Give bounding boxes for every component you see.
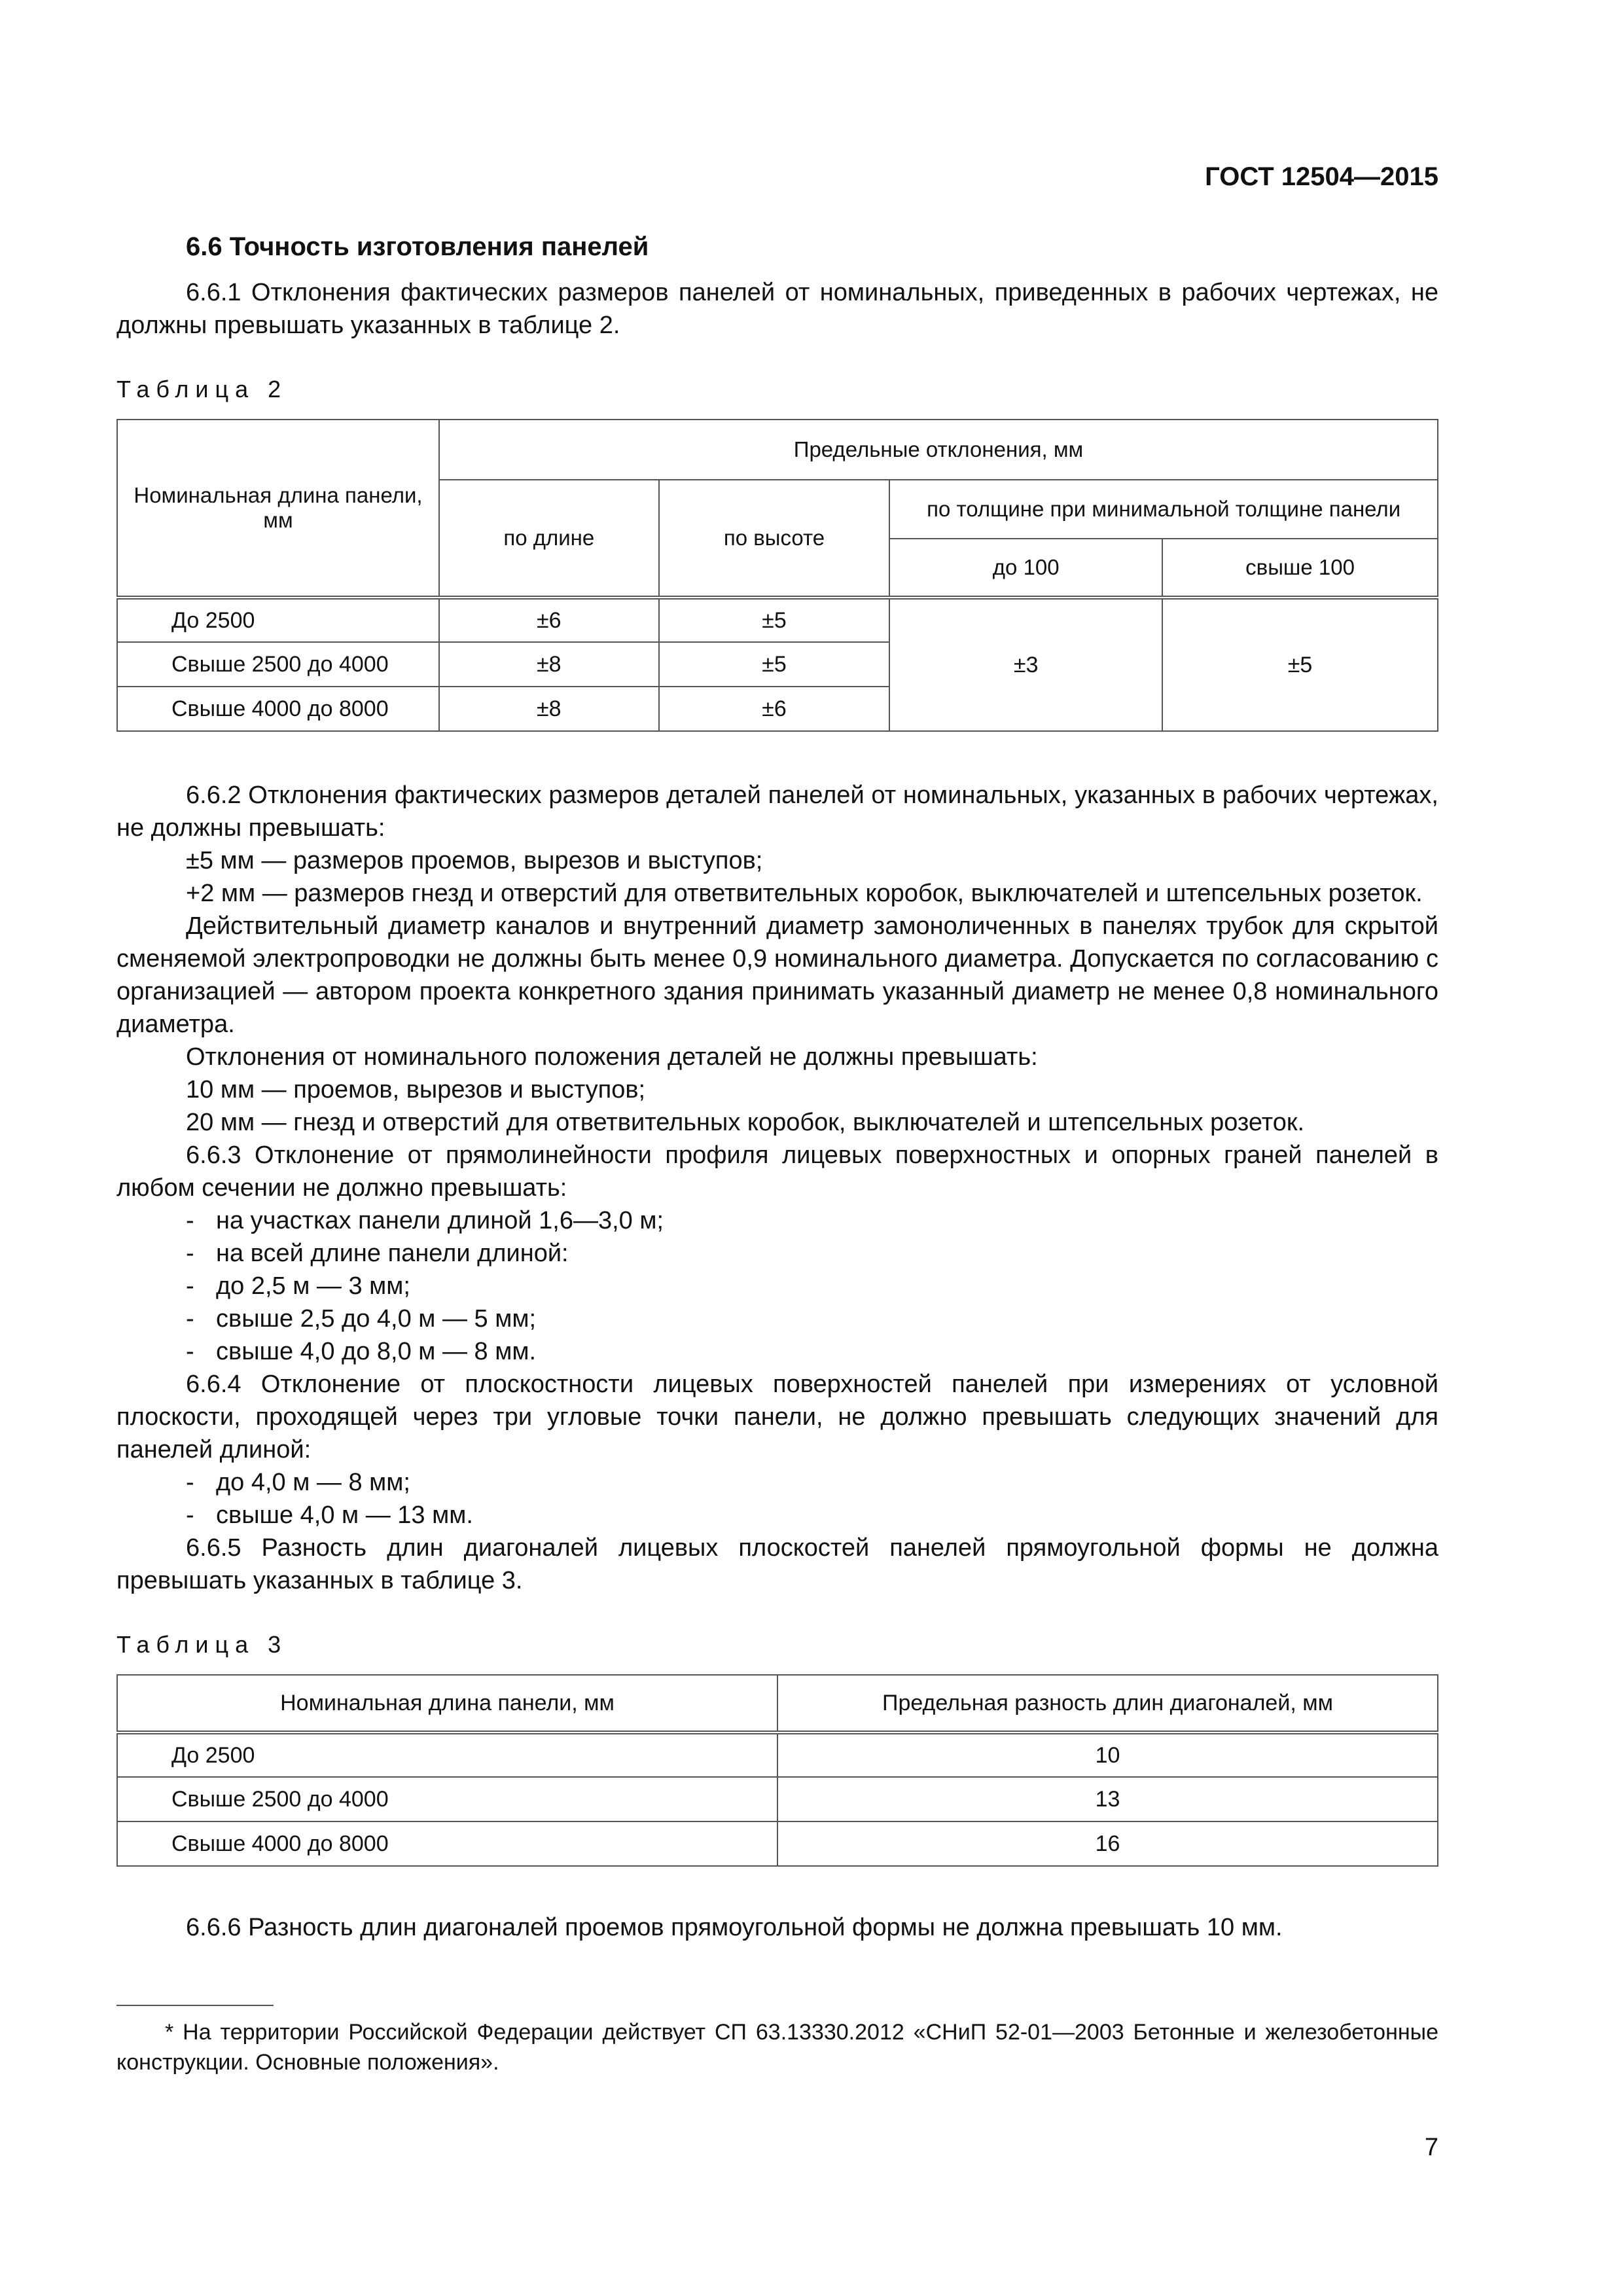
- list-item: - свыше 4,0 до 8,0 м — 8 мм.: [186, 1338, 537, 1365]
- paragraph-position-item: 20 мм — гнезд и отверстий для ответвительных коробок, выключателей и штепсельных розеток.: [186, 1109, 1305, 1136]
- table-2-header-limits: Предельные отклонения, мм: [439, 420, 1438, 480]
- list-item: - до 2,5 м — 3 мм;: [186, 1272, 410, 1300]
- table-2-cell-thickness-upto-100: ±3: [889, 598, 1162, 731]
- table-2-row-label: До 2500: [117, 598, 439, 642]
- table-2-header-by-height: по высоте: [659, 480, 890, 598]
- table-2-row-label: Свыше 4000 до 8000: [117, 687, 439, 731]
- paragraph-position-item: 10 мм — проемов, вырезов и выступов;: [186, 1076, 646, 1103]
- table-3-caption: Таблица 3: [116, 1631, 288, 1658]
- table-3-cell-value: 10: [777, 1732, 1438, 1777]
- table-row: [117, 1821, 1438, 1866]
- table-3-cell-value: 13: [777, 1777, 1438, 1821]
- section-heading: 6.6 Точность изготовления панелей: [186, 232, 649, 261]
- table-2-cell-height: ±6: [659, 687, 890, 731]
- table-row: [117, 1732, 1438, 1777]
- table-2-cell-height: ±5: [659, 598, 890, 642]
- table-2-header-by-length: по длине: [439, 480, 659, 598]
- footnote: * На территории Российской Федерации действует СП 63.13330.2012 «СНиП 52-01—2003 Бетонные и железобетонные конструкции. Основные положения».: [116, 2020, 1438, 2075]
- table-3-row-label: Свыше 4000 до 8000: [117, 1821, 777, 1866]
- table-2-cell-length: ±8: [439, 642, 659, 687]
- paragraph-6-6-2-item: +2 мм — размеров гнезд и отверстий для ответвительных коробок, выключателей и штепсельных розеток.: [186, 880, 1423, 907]
- table-3-header-length: Номинальная длина панели, мм: [117, 1675, 777, 1732]
- table-2-header-upto-100: до 100: [889, 539, 1162, 598]
- table-2-row-label: Свыше 2500 до 4000: [117, 642, 439, 687]
- list-item: - свыше 4,0 м — 13 мм.: [186, 1501, 473, 1529]
- main-content: [116, 232, 1438, 1944]
- table-3-row-label: До 2500: [117, 1732, 777, 1777]
- table-row: [117, 598, 1438, 642]
- table-2-cell-length: ±6: [439, 598, 659, 642]
- footnote-divider: [116, 2005, 274, 2006]
- document-number: ГОСТ 12504—2015: [1205, 162, 1438, 191]
- paragraph-position: Отклонения от номинального положения деталей не должны превышать:: [186, 1043, 1038, 1071]
- paragraph-6-6-3: 6.6.3 Отклонение от прямолинейности профиля лицевых поверхностных и опорных граней панелей в любом сечении не должно превышать:: [116, 1141, 1438, 1202]
- table-2-header-by-thickness: по толщине при минимальной толщине панели: [889, 480, 1438, 539]
- table-2-header-length: Номинальная длина панели, мм: [117, 420, 439, 598]
- table-3-header-diff: Предельная разность длин диагоналей, мм: [777, 1675, 1438, 1732]
- table-2-cell-thickness-over-100: ±5: [1162, 598, 1438, 731]
- paragraph-diameter: Действительный диаметр каналов и внутренний диаметр замоноличенных в панелях трубок для скрытой сменяемой электропроводки не должны быть менее 0,9 номинального диаметра. Допускается по согласованию с организацией — автором проекта конкретного здания принимать указанный диаметр не менее 0,8 номинального диаметра.: [116, 912, 1438, 1038]
- table-3-cell-value: 16: [777, 1821, 1438, 1866]
- paragraph-6-6-6: 6.6.6 Разность длин диагоналей проемов прямоугольной формы не должна превышать 10 мм.: [186, 1914, 1283, 1941]
- paragraph-6-6-2: 6.6.2 Отклонения фактических размеров деталей панелей от номинальных, указанных в рабочих чертежах, не должны превышать:: [116, 781, 1438, 842]
- list-item: - свыше 2,5 до 4,0 м — 5 мм;: [186, 1305, 537, 1333]
- page-number: 7: [1424, 2134, 1438, 2161]
- table-2-cell-height: ±5: [659, 642, 890, 687]
- paragraph-6-6-5: 6.6.5 Разность длин диагоналей лицевых плоскостей панелей прямоугольной формы не должна превышать указанных в таблице 3.: [116, 1534, 1438, 1594]
- list-item: - на участках панели длиной 1,6—3,0 м;: [186, 1207, 664, 1234]
- table-2: [116, 419, 1438, 732]
- list-item: - на всей длине панели длиной:: [186, 1240, 569, 1267]
- paragraph-6-6-1: 6.6.1 Отклонения фактических размеров панелей от номинальных, приведенных в рабочих чертежах, не должны превышать указанных в таблице 2.: [116, 279, 1438, 339]
- table-2-caption: Таблица 2: [116, 376, 288, 403]
- table-3: [116, 1674, 1438, 1867]
- paragraph-6-6-2-item: ±5 мм — размеров проемов, вырезов и выступов;: [186, 847, 763, 874]
- table-2-cell-length: ±8: [439, 687, 659, 731]
- table-3-row-label: Свыше 2500 до 4000: [117, 1777, 777, 1821]
- table-2-header-over-100: свыше 100: [1162, 539, 1438, 598]
- paragraph-6-6-4: 6.6.4 Отклонение от плоскостности лицевых поверхностей панелей при измерениях от условной плоскости, проходящей через три угловые точки панели, не должно превышать следующих значений для панелей длиной:: [116, 1371, 1438, 1463]
- list-item: - до 4,0 м — 8 мм;: [186, 1469, 410, 1496]
- table-row: [117, 1777, 1438, 1821]
